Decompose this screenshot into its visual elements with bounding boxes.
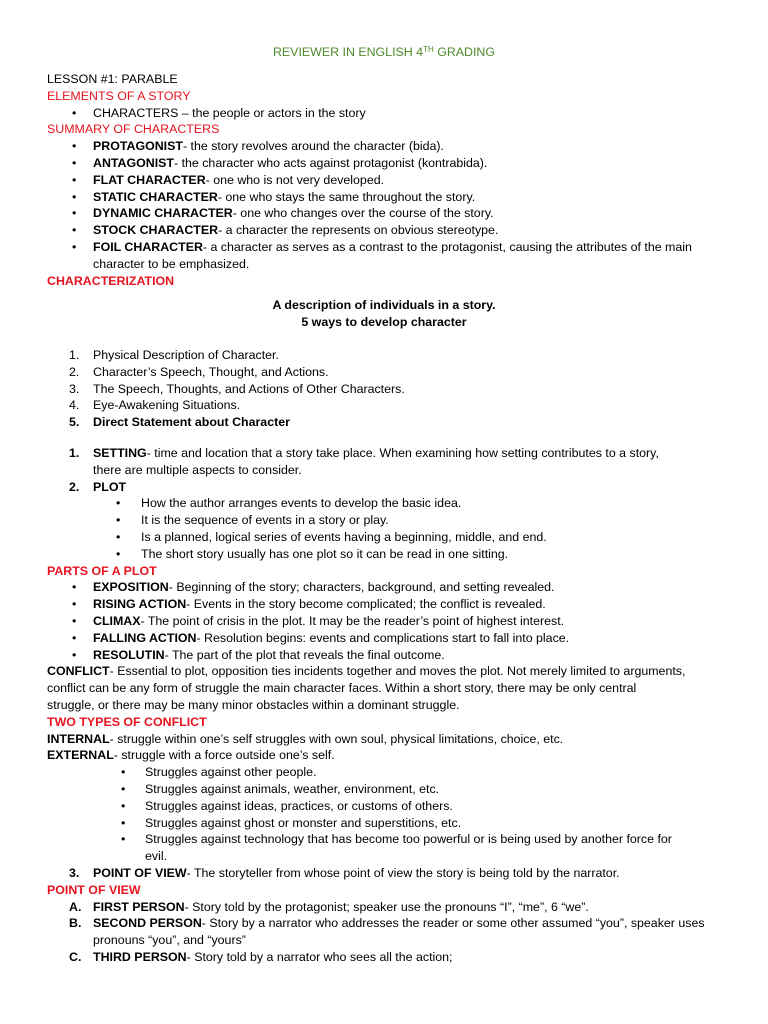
conflict-paragraph-line: struggle, or there may be many minor obstacles within a dominant struggle. [47,697,460,712]
definition: - struggle with a force outside one’s self. [113,748,335,763]
internal-conflict [47,731,727,748]
ways-list [47,347,727,431]
definition: - Story by a narrator who addresses the reader or some other assumed “you”, speaker uses [201,916,705,931]
list-item [47,865,727,882]
term: SECOND PERSON [93,916,202,931]
characterization-description [47,297,721,331]
term: CLIMAX [93,613,141,628]
item-text: CHARACTERS – the people or actors in the story [93,105,366,120]
definition: - Beginning of the story; characters, background, and setting revealed. [168,580,555,595]
definition: - The point of crisis in the plot. It may be the reader’s point of highest interest. [140,613,565,628]
item-text: How the author arranges events to develop the basic idea. [141,496,462,511]
list-item [47,172,727,189]
item-number: 5. [69,415,80,430]
term: EXPOSITION [93,580,169,595]
list-item [47,949,727,966]
term: FIRST PERSON [93,899,185,914]
term: FLAT CHARACTER [93,172,206,187]
list-item [47,899,727,916]
definition: - one who is not very developed. [205,172,385,187]
item-number: 3. [69,381,80,396]
conflict-paragraph [47,663,727,680]
item-text: Struggles against ghost or monster and superstitions, etc. [145,815,462,830]
bullet-icon: • [121,832,126,847]
section-setting-plot [47,445,727,966]
term: EXTERNAL [47,748,114,763]
external-conflict [47,747,727,764]
item-number: 1. [69,348,80,362]
list-item [47,546,727,563]
definition: - the story revolves around the character (bida). [182,139,444,154]
term: STOCK CHARACTER [93,223,219,238]
definition: - one who stays the same throughout the story. [217,189,476,204]
list-item-continuation: character to be emphasized. [93,256,250,271]
bullet-icon: • [72,239,77,254]
list-item [47,915,727,932]
definition: - struggle within one’s self struggles with own soul, physical limitations, choice, etc. [109,731,564,746]
definition: - Events in the story become complicated; the conflict is revealed. [186,597,546,612]
term: FOIL CHARACTER [93,239,203,254]
characterization-heading: CHARACTERIZATION [47,273,175,288]
item-text: Is a planned, logical series of events having a beginning, middle, and end. [141,529,547,544]
list-item [47,815,727,832]
item-number: 3. [69,865,80,880]
item-text: Struggles against technology that has become too powerful or is being used by another force for [145,832,672,847]
parts-heading: PARTS OF A PLOT [47,563,157,578]
item-text: The short story usually has one plot so it can be read in one sitting. [141,546,509,561]
list-item [47,105,727,122]
document-title [0,44,768,61]
term: CONFLICT [47,664,110,679]
definition: - Resolution begins: events and complications start to fall into place. [196,630,570,645]
definition: - the character who acts against protagonist (kontrabida). [174,155,488,170]
item-text: Struggles against ideas, practices, or customs of others. [145,798,453,813]
list-item [47,630,727,647]
list-item [47,445,727,462]
list-item [47,205,727,222]
item-text: It is the sequence of events in a story or play. [141,513,389,528]
term: INTERNAL [47,731,110,746]
bullet-icon: • [116,529,121,544]
list-item [47,579,727,596]
bullet-icon: • [72,223,77,238]
bullet-icon: • [72,580,77,595]
definition: - one who changes over the course of the story. [232,206,494,221]
term: PLOT [93,479,127,494]
definition: - a character the represents on obvious stereotype. [218,223,499,238]
definition: - The part of the plot that reveals the final outcome. [164,647,445,662]
conflict-paragraph-line: conflict can be any form of struggle the main character faces. Within a short story, there may be only central [47,681,637,696]
elements-heading: ELEMENTS OF A STORY [47,88,191,103]
bullet-icon: • [72,189,77,204]
list-item [47,222,727,239]
description-line: 5 ways to develop character [301,314,467,329]
definition: - time and location that a story take place. When examining how setting contributes to a story, [146,446,659,460]
item-number: 1. [69,446,80,460]
bullet-icon: • [72,206,77,221]
description-line: A description of individuals in a story. [272,298,496,312]
definition: - Story told by the protagonist; speaker use the pronouns “I”, “me”, 6 “we”. [184,899,589,914]
bullet-icon: • [72,597,77,612]
list-item [47,155,727,172]
bullet-icon: • [72,172,77,187]
item-number: 2. [69,479,80,494]
bullet-icon: • [116,496,121,511]
bullet-icon: • [72,105,77,120]
list-item [47,189,727,206]
definition: - Story told by a narrator who sees all the action; [186,949,453,964]
item-text: Physical Description of Character. [93,348,279,362]
list-item [47,764,727,781]
title-tail: GRADING [433,45,496,59]
bullet-icon: • [121,815,126,830]
two-types-heading: TWO TYPES OF CONFLICT [47,714,207,729]
list-item [47,529,727,546]
bullet-icon: • [72,647,77,662]
pov-heading: POINT OF VIEW [47,882,141,897]
item-letter: B. [69,916,82,931]
term: RESOLUTIN [93,647,165,662]
list-item-continuation: pronouns “you”, and “yours” [93,933,246,948]
list-item [47,364,727,381]
term: PROTAGONIST [93,139,183,154]
bullet-icon: • [72,613,77,628]
item-letter: A. [69,899,82,914]
list-item [47,239,727,256]
list-item [47,495,727,512]
bullet-icon: • [72,139,77,154]
list-item [47,512,727,529]
list-item-continuation: evil. [145,849,168,864]
list-item [47,613,727,630]
summary-heading: SUMMARY OF CHARACTERS [47,122,220,137]
term: SETTING [93,446,147,460]
definition: - a character as serves as a contrast to the protagonist, causing the attributes of the main [202,239,692,254]
item-text: Struggles against other people. [145,765,317,780]
title-superscript: TH [423,45,434,54]
list-item [47,647,727,664]
list-item [47,414,727,431]
item-number: 2. [69,364,80,379]
item-text: Eye-Awakening Situations. [93,398,241,413]
definition: - The storyteller from whose point of view the story is being told by the narrator. [186,865,620,880]
list-item [47,479,727,496]
list-item [47,138,727,155]
bullet-icon: • [72,630,77,645]
list-item [47,781,727,798]
item-text: Direct Statement about Character [93,415,290,430]
section-characters [47,71,727,289]
term: THIRD PERSON [93,949,187,964]
item-text: Character’s Speech, Thought, and Actions. [93,364,329,379]
bullet-icon: • [116,513,121,528]
list-item [47,596,727,613]
term: DYNAMIC CHARACTER [93,206,233,221]
list-item [47,381,727,398]
bullet-icon: • [72,155,77,170]
list-item-continuation: there are multiple aspects to consider. [93,462,302,477]
item-letter: C. [69,949,82,964]
item-text: Struggles against animals, weather, environment, etc. [145,781,440,796]
bullet-icon: • [121,765,126,780]
list-item [47,798,727,815]
list-item [47,831,727,848]
bullet-icon: • [121,798,126,813]
term: POINT OF VIEW [93,865,187,880]
term: RISING ACTION [93,597,187,612]
term: ANTAGONIST [93,155,174,170]
item-number: 4. [69,398,80,413]
list-item [47,347,727,364]
bullet-icon: • [121,781,126,796]
bullet-icon: • [116,546,121,561]
term: FALLING ACTION [93,630,197,645]
list-item [47,397,727,414]
title-main: REVIEWER IN ENGLISH 4 [272,45,424,59]
term: STATIC CHARACTER [93,189,218,204]
definition: - Essential to plot, opposition ties incidents together and moves the plot. Not merely limited to arguments, [109,664,686,679]
lesson-heading: LESSON #1: PARABLE [47,72,178,86]
item-text: The Speech, Thoughts, and Actions of Other Characters. [93,381,405,396]
